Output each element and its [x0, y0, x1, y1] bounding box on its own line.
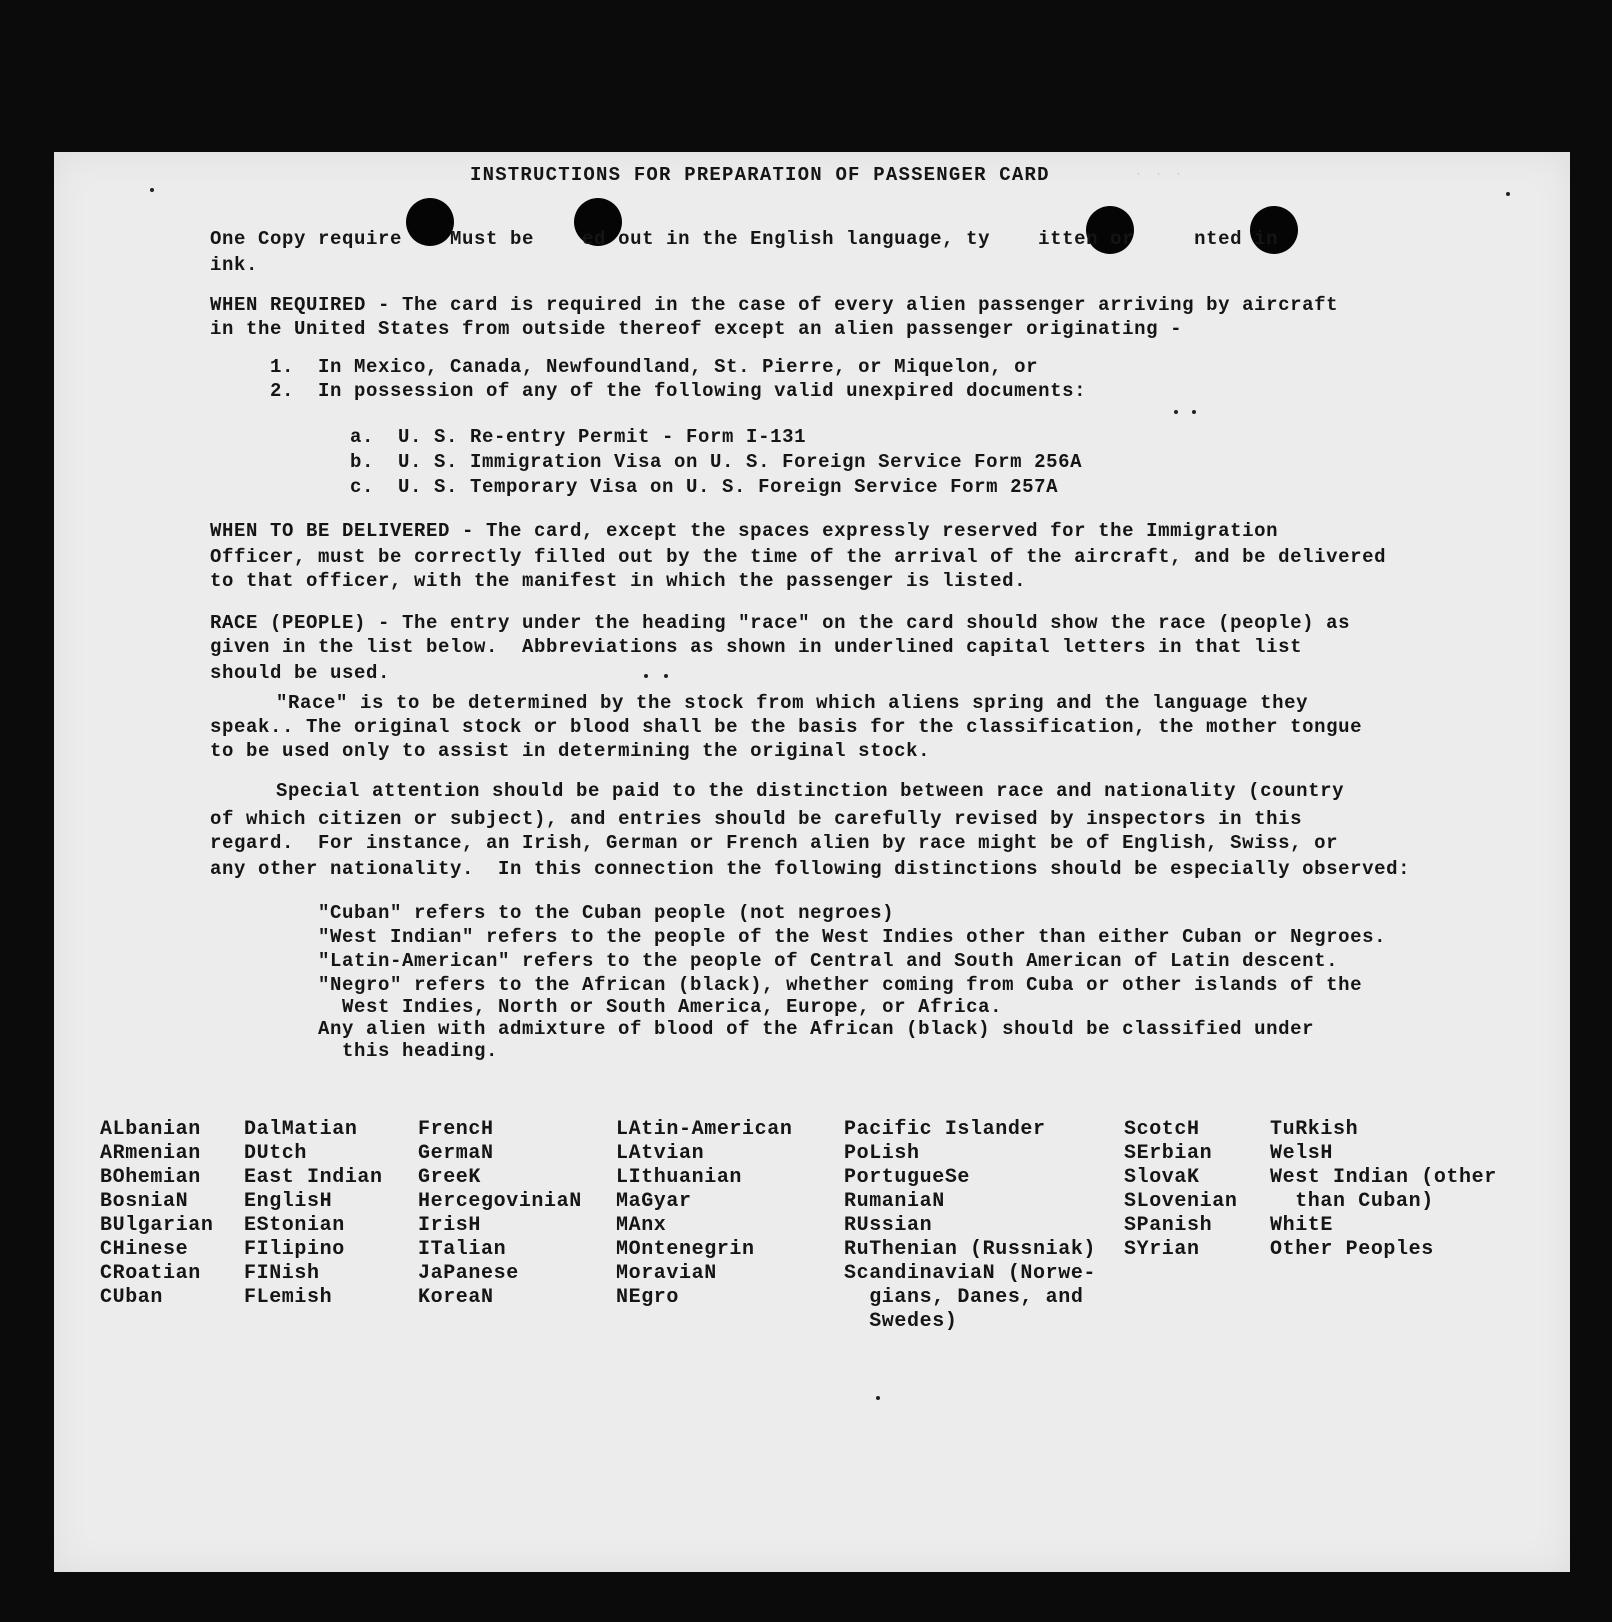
race-entry: than Cuban)	[1270, 1190, 1434, 1213]
race-entry: FINish	[244, 1262, 320, 1285]
document-item: a. U. S. Re-entry Permit - Form I-131	[350, 426, 807, 448]
race-entry: SPanish	[1124, 1214, 1213, 1237]
race-entry: JaPanese	[418, 1262, 519, 1285]
race-entry: Other Peoples	[1270, 1238, 1434, 1261]
race-stock-line: "Race" is to be determined by the stock from which aliens spring and the language they	[276, 692, 1309, 714]
ink-speck	[1192, 410, 1196, 414]
when-required-line: in the United States from outside thereof except an alien passenger originating -	[210, 318, 1183, 340]
race-entry: CRoatian	[100, 1262, 201, 1285]
race-entry: IrisH	[418, 1214, 482, 1237]
race-entry: HercegoviniaN	[418, 1190, 582, 1213]
race-entry: SlovaK	[1124, 1166, 1200, 1189]
race-entry: EnglisH	[244, 1190, 333, 1213]
race-entry: ALbanian	[100, 1118, 201, 1141]
race-entry: NEgro	[616, 1286, 680, 1309]
race-entry: RUssian	[844, 1214, 933, 1237]
race-line: RACE (PEOPLE) - The entry under the heading "race" on the card should show the race (people) as	[210, 612, 1351, 634]
race-entry: MAnx	[616, 1214, 667, 1237]
race-entry: GermaN	[418, 1142, 494, 1165]
race-entry: WhitE	[1270, 1214, 1334, 1237]
intro-line: ink.	[210, 254, 259, 276]
special-line: any other nationality. In this connection the following distinctions should be especially observed:	[210, 858, 1411, 880]
ink-speck	[150, 188, 154, 192]
distinction-line: this heading.	[318, 1040, 499, 1062]
numbered-item: 1. In Mexico, Canada, Newfoundland, St. Pierre, or Miquelon, or	[270, 356, 1039, 378]
distinction-line: "Cuban" refers to the Cuban people (not negroes)	[318, 902, 895, 924]
race-entry: PortugueSe	[844, 1166, 971, 1189]
ink-speck	[1174, 410, 1178, 414]
race-entry: CUban	[100, 1286, 164, 1309]
race-stock-line: speak.. The original stock or blood shall be the basis for the classification, the mother tongue	[210, 716, 1363, 738]
race-column-7	[1270, 1118, 1497, 1262]
ink-speck	[664, 674, 668, 678]
ink-speck	[644, 674, 648, 678]
race-entry: West Indian (other	[1270, 1166, 1497, 1189]
distinction-line: "Negro" refers to the African (black), whether coming from Cuba or other islands of the	[318, 974, 1363, 996]
page-title: INSTRUCTIONS FOR PREPARATION OF PASSENGER CARD	[470, 164, 1050, 186]
race-entry: BOhemian	[100, 1166, 201, 1189]
document-item: b. U. S. Immigration Visa on U. S. Foreign Service Form 256A	[350, 451, 1083, 473]
race-entry: ScandinaviaN (Norwe-	[844, 1262, 1097, 1285]
special-line: of which citizen or subject), and entries should be carefully revised by inspectors in this	[210, 808, 1303, 830]
special-line: regard. For instance, an Irish, German or French alien by race might be of English, Swiss, or	[210, 832, 1339, 854]
race-entry: FrencH	[418, 1118, 494, 1141]
race-entry: FIlipino	[244, 1238, 345, 1261]
when-delivered-line: WHEN TO BE DELIVERED - The card, except the spaces expressly reserved for the Immigration	[210, 520, 1279, 542]
document-page	[54, 152, 1570, 1572]
bleed-through-text: · · ·	[1134, 166, 1185, 183]
race-entry: DUtch	[244, 1142, 308, 1165]
race-entry: gians, Danes, and	[844, 1286, 1084, 1309]
race-entry: RuThenian (Russniak)	[844, 1238, 1097, 1261]
document-item: c. U. S. Temporary Visa on U. S. Foreign Service Form 257A	[350, 476, 1059, 498]
race-entry: KoreaN	[418, 1286, 494, 1309]
ink-speck	[876, 1396, 880, 1400]
race-entry: FLemish	[244, 1286, 333, 1309]
race-entry: PoLish	[844, 1142, 920, 1165]
race-entry: GreeK	[418, 1166, 482, 1189]
distinction-line: West Indies, North or South America, Europe, or Africa.	[318, 996, 1003, 1018]
intro-line: One Copy require Must be ed out in the English language, ty itten or nted in	[210, 228, 1279, 250]
race-entry: LAtin-American	[616, 1118, 793, 1141]
race-entry: Swedes)	[844, 1310, 958, 1333]
race-line: should be used.	[210, 662, 391, 684]
race-entry: LIthuanian	[616, 1166, 743, 1189]
race-entry: Pacific Islander	[844, 1118, 1046, 1141]
distinction-line: "West Indian" refers to the people of the West Indies other than either Cuban or Negroes.	[318, 926, 1387, 948]
race-entry: MoraviaN	[616, 1262, 717, 1285]
race-entry: WelsH	[1270, 1142, 1334, 1165]
race-entry: EStonian	[244, 1214, 345, 1237]
race-entry: LAtvian	[616, 1142, 705, 1165]
race-entry: SLovenian	[1124, 1190, 1238, 1213]
distinction-line: "Latin-American" refers to the people of Central and South American of Latin descent.	[318, 950, 1339, 972]
ink-speck	[1506, 192, 1510, 196]
race-entry: BosniaN	[100, 1190, 189, 1213]
race-entry: ScotcH	[1124, 1118, 1200, 1141]
numbered-item: 2. In possession of any of the following valid unexpired documents:	[270, 380, 1087, 402]
race-entry: SErbian	[1124, 1142, 1213, 1165]
race-column-4	[616, 1118, 792, 1310]
when-required-line: WHEN REQUIRED - The card is required in the case of every alien passenger arriving by aircraft	[210, 294, 1339, 316]
race-column-1	[100, 1118, 213, 1310]
race-stock-line: to be used only to assist in determining the original stock.	[210, 740, 931, 762]
when-delivered-line: Officer, must be correctly filled out by the time of the arrival of the aircraft, and be delivered	[210, 546, 1387, 568]
race-entry: DalMatian	[244, 1118, 358, 1141]
when-delivered-line: to that officer, with the manifest in which the passenger is listed.	[210, 570, 1027, 592]
race-entry: East Indian	[244, 1166, 383, 1189]
race-column-3	[418, 1118, 582, 1310]
race-entry: BUlgarian	[100, 1214, 214, 1237]
race-entry: TuRkish	[1270, 1118, 1359, 1141]
special-line: Special attention should be paid to the distinction between race and nationality (country	[276, 780, 1345, 802]
race-entry: ITalian	[418, 1238, 507, 1261]
race-entry: RumaniaN	[844, 1190, 945, 1213]
race-entry: SYrian	[1124, 1238, 1200, 1261]
race-entry: CHinese	[100, 1238, 189, 1261]
race-column-6	[1124, 1118, 1237, 1262]
distinction-line: Any alien with admixture of blood of the African (black) should be classified under	[318, 1018, 1315, 1040]
race-line: given in the list below. Abbreviations as shown in underlined capital letters in that list	[210, 636, 1303, 658]
race-entry: ARmenian	[100, 1142, 201, 1165]
race-entry: MOntenegrin	[616, 1238, 755, 1261]
race-entry: MaGyar	[616, 1190, 692, 1213]
race-column-2	[244, 1118, 383, 1310]
race-column-5	[844, 1118, 1096, 1334]
